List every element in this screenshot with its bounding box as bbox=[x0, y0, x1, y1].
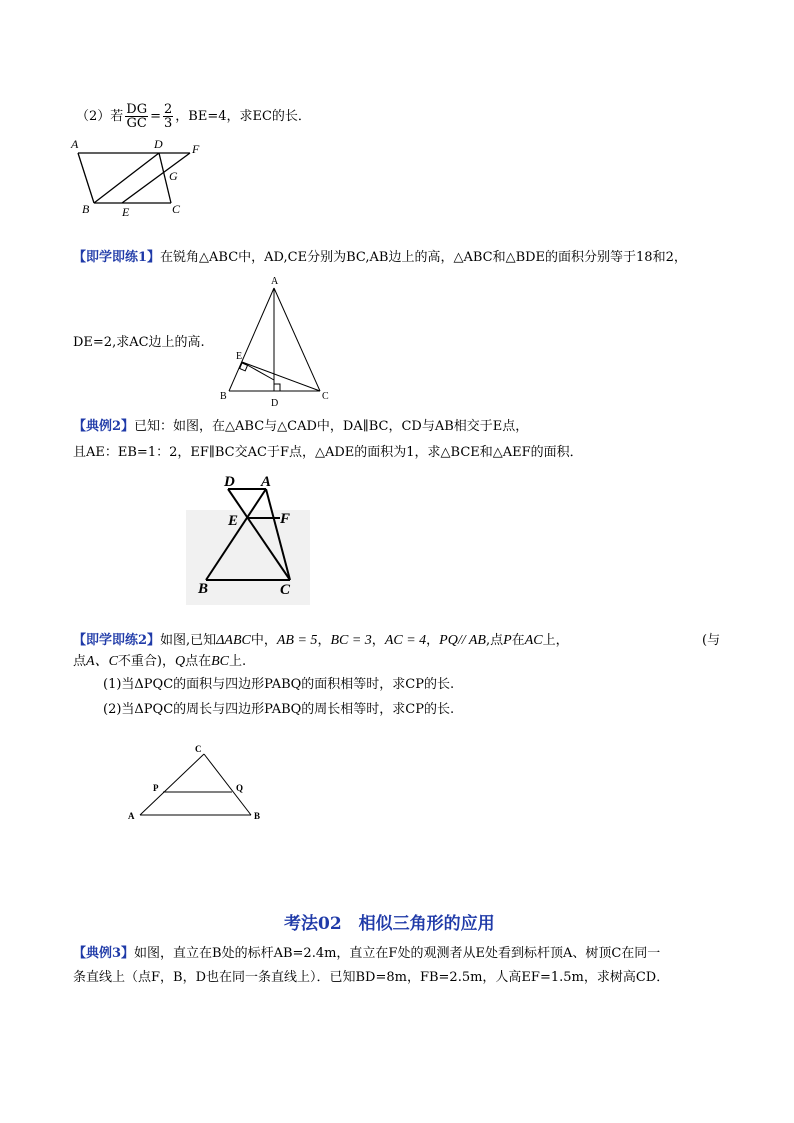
ex2-line2 bbox=[73, 650, 246, 670]
ex1-line2: DE=2,求AC边上的高. bbox=[73, 335, 205, 350]
q2-suffix: ，BE=4，求EC的长． bbox=[175, 109, 311, 124]
label-e: E bbox=[236, 351, 243, 362]
ex2-l2c: 不重合)， bbox=[117, 654, 175, 669]
ex2-t4: 在 bbox=[511, 633, 525, 648]
segment-bc: BC bbox=[211, 654, 230, 669]
label-f: F bbox=[192, 142, 200, 156]
label-c: C bbox=[195, 744, 202, 754]
label-a: A bbox=[128, 811, 135, 821]
label-e: E bbox=[122, 205, 130, 219]
label-p: P bbox=[153, 783, 159, 793]
label-q: Q bbox=[236, 783, 244, 793]
ex2-l2a: 点 bbox=[73, 654, 87, 669]
label-b: B bbox=[220, 391, 227, 402]
label-a: A bbox=[261, 474, 272, 490]
ex2-t5: 上， bbox=[542, 633, 569, 648]
ex2-l2d: 点在 bbox=[185, 654, 212, 669]
triangle-abc: ΔABC bbox=[216, 633, 251, 648]
section-title: 考法02 相似三角形的应用 bbox=[284, 914, 495, 934]
ex2-line1: 【即学即练2】如图,已知ΔABC中，AB = 5，BC = 3，AC = 4，PQ// AB,点P在AC上， bbox=[73, 633, 569, 648]
label-e: E bbox=[228, 513, 239, 529]
label-c: C bbox=[322, 391, 329, 402]
label-b: B bbox=[198, 581, 209, 597]
dl3-line2: 条直线上（点F，B，D也在同一条直线上）．已知BD=8m，FB=2.5m，人高EF=1.5m，求树高CD． bbox=[73, 970, 670, 985]
label-b: B bbox=[82, 202, 90, 216]
ac-value: AC = 4 bbox=[384, 633, 427, 648]
ex1-tag: 【即学即练1】 bbox=[73, 250, 161, 265]
dl2-line1 bbox=[73, 415, 528, 434]
points-a-c: A、C bbox=[86, 654, 118, 669]
trapezoid-figure bbox=[186, 470, 311, 605]
ex2-sub2: (2)当ΔPQC的周长与四边形PABQ的周长相等时，求CP的长. bbox=[103, 702, 455, 717]
ex2-tag: 【即学即练2】 bbox=[73, 633, 161, 648]
dl2-line2: 且AE：EB=1：2，EF∥BC交AC于F点，△ADE的面积为1，求△BCE和△AEF的面积． bbox=[73, 445, 583, 460]
ex1-text: 在锐角△ABC中，AD,CE分别为BC,AB边上的高，△ABC和△BDE的面积分别等于18和2， bbox=[160, 250, 687, 265]
bc-value: BC = 3 bbox=[330, 633, 372, 648]
dl3-line1 bbox=[73, 942, 660, 961]
dl2-text1: 已知：如图，在△ABC与△CAD中，DA∥BC，CD与AB相交于E点， bbox=[134, 419, 529, 434]
q2-prefix: （2）若 bbox=[76, 109, 124, 124]
label-d: D bbox=[154, 137, 163, 151]
equals: = bbox=[150, 109, 161, 124]
label-c: C bbox=[280, 582, 291, 598]
triangle-heights-figure bbox=[215, 272, 340, 412]
q2-line bbox=[76, 103, 311, 130]
ab-value: AB = 5 bbox=[276, 633, 318, 648]
label-a: A bbox=[71, 137, 79, 151]
label-g: G bbox=[169, 169, 178, 183]
triangle-pq-figure bbox=[124, 740, 269, 825]
ex2-t2: 中， bbox=[250, 633, 277, 648]
ex2-t1: 如图,已知 bbox=[160, 633, 217, 648]
dl3-text1: 如图，直立在B处的标杆AB=2.4m，直立在F处的观测者从E处看到标杆顶A、树顶C在同一 bbox=[134, 946, 661, 961]
fraction-dg-gc: $\frac{DG}{GC}$ bbox=[126, 102, 148, 131]
label-d: D bbox=[224, 474, 235, 490]
segment-ac: AC bbox=[524, 633, 543, 648]
ex2-l2e: 上. bbox=[229, 654, 247, 669]
label-d: D bbox=[271, 398, 279, 409]
ex1-line bbox=[73, 246, 687, 265]
dl2-tag: 【典例2】 bbox=[73, 419, 135, 434]
label-a: A bbox=[271, 276, 279, 287]
label-f: F bbox=[280, 511, 291, 527]
fraction-2-3: $\frac{2}{3}$ bbox=[164, 102, 173, 131]
parallelogram-figure bbox=[66, 136, 216, 222]
label-b: B bbox=[254, 811, 261, 821]
ex2-t6: (与 bbox=[702, 633, 721, 648]
ex2-sub1: (1)当ΔPQC的面积与四边形PABQ的面积相等时，求CP的长. bbox=[103, 677, 455, 692]
point-q: Q bbox=[174, 654, 186, 669]
ex2-t3: ,点 bbox=[485, 633, 504, 648]
pq-parallel-ab: PQ// AB bbox=[439, 633, 486, 648]
label-c: C bbox=[172, 202, 181, 216]
point-p: P bbox=[503, 633, 512, 648]
dl3-tag: 【典例3】 bbox=[73, 946, 135, 961]
